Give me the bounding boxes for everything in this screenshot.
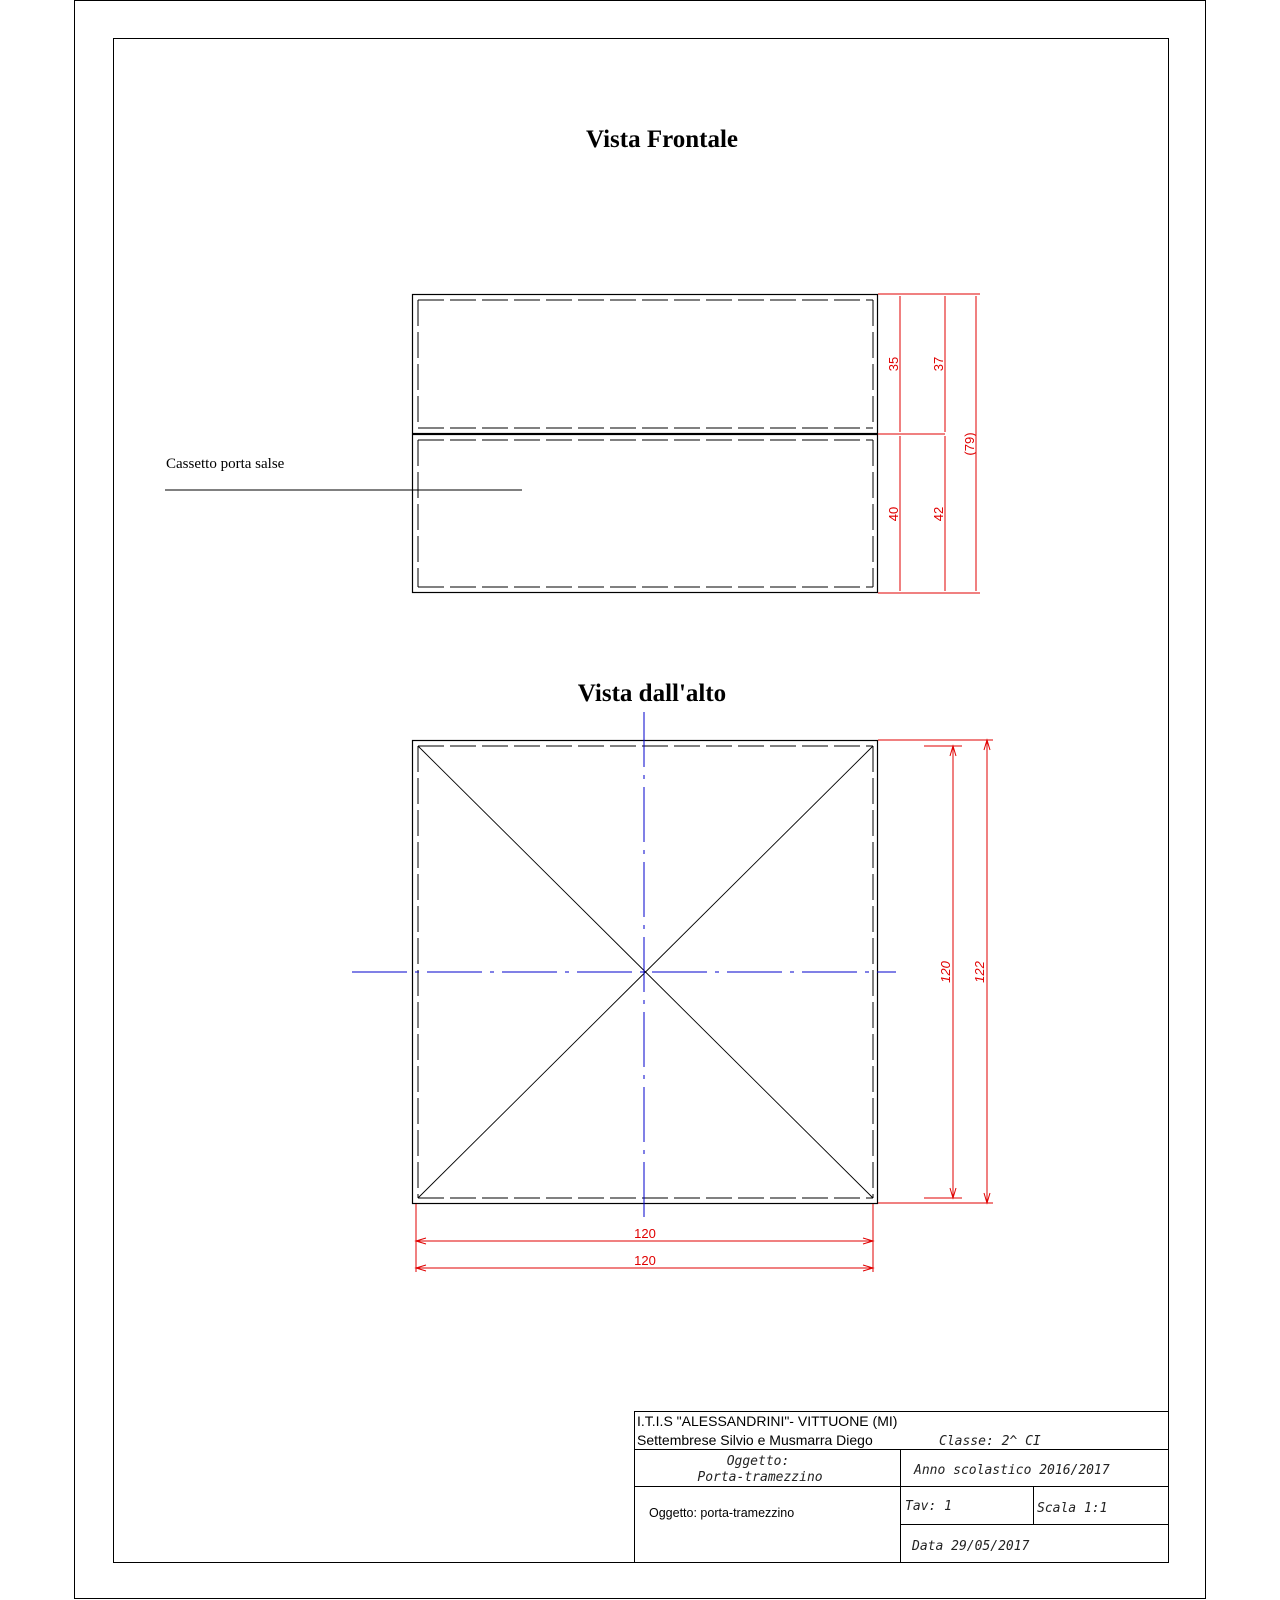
scala: Scala 1:1 <box>1037 1501 1108 1516</box>
classe: Classe: 2^ CI <box>939 1434 1041 1449</box>
authors: Settembrese Silvio e Musmarra Diego <box>637 1432 873 1448</box>
anno-scolastico: Anno scolastico 2016/2017 <box>914 1463 1110 1478</box>
front-lower-hidden-lines <box>418 440 873 587</box>
front-view-title: Vista Frontale <box>585 126 739 153</box>
dim-text-120-vertical: 120 <box>938 961 953 983</box>
front-upper-box <box>413 295 878 434</box>
tavola: Tav: 1 <box>905 1499 952 1514</box>
drawer-label: Cassetto porta salse <box>166 456 285 472</box>
oggetto-value: Porta-tramezzino <box>697 1470 823 1485</box>
inner-border <box>114 39 1169 1563</box>
dim-text-120-horizontal-a: 120 <box>634 1226 656 1241</box>
dim-text-122-vertical: 122 <box>972 961 987 983</box>
outer-border <box>75 1 1206 1599</box>
dim-text-37: 37 <box>931 356 946 372</box>
school-name: I.T.I.S "ALESSANDRINI"- VITTUONE (MI) <box>637 1413 898 1429</box>
dim-text-40: 40 <box>886 506 901 522</box>
dim-text-35: 35 <box>886 356 901 372</box>
dim-text-120-horizontal-b: 120 <box>634 1253 656 1268</box>
top-view-title: Vista dall'alto <box>577 680 727 707</box>
front-lower-box <box>413 435 878 593</box>
front-upper-hidden-lines <box>418 300 873 428</box>
oggetto-full: Oggetto: porta-tramezzino <box>649 1506 795 1520</box>
dim-text-42: 42 <box>931 506 946 522</box>
oggetto-label: Oggetto: <box>726 1454 790 1469</box>
data: Data 29/05/2017 <box>912 1539 1030 1554</box>
dim-text-79: (79) <box>962 432 977 456</box>
front-view <box>413 295 878 593</box>
